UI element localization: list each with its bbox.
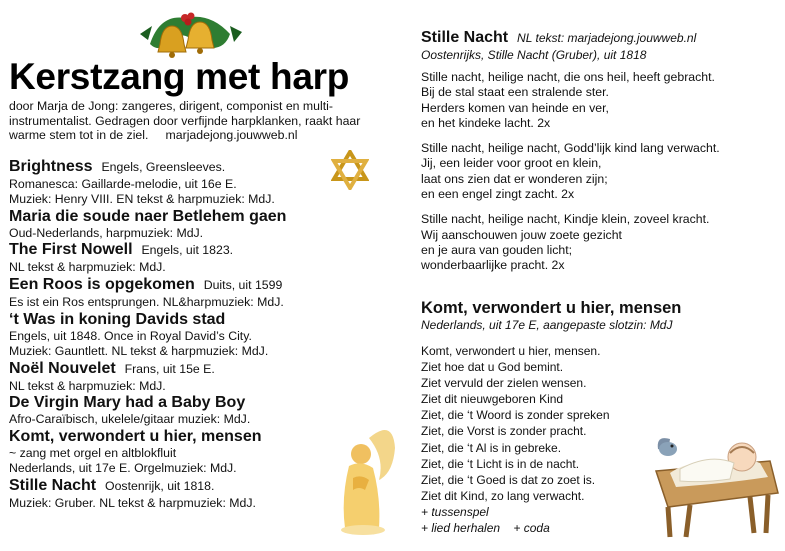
song-origin: Engels, Greensleeves.: [101, 160, 226, 174]
song-item: [9, 310, 339, 359]
komt-section: [421, 299, 781, 536]
song-item: [9, 275, 339, 310]
verse: [421, 141, 781, 202]
song-title: ‘t Was in koning Davids stad: [9, 310, 226, 328]
song-title: Stille Nacht: [9, 476, 97, 494]
song-detail: Es ist ein Ros entsprungen. NL&harpmuziek: MdJ.: [9, 295, 284, 310]
verse: [421, 212, 781, 273]
golden-angel-icon: [335, 418, 397, 536]
song-item: [9, 393, 339, 427]
verse-line: Ziet, die ‘t Licht is in de nacht.: [421, 456, 580, 471]
song-item: [9, 157, 339, 207]
lyrics-subtitle: Nederlands, uit 17e E, aangepaste slotzin: MdJ: [421, 318, 673, 332]
verse-line: Stille nacht, heilige nacht, Godd’lijk kind lang verwacht.: [421, 141, 720, 156]
verse-line: Stille nacht, heilige nacht, die ons heil, heeft gebracht.: [421, 70, 715, 84]
song-detail: Muziek: Gruber. NL tekst & harpmuziek: MdJ.: [9, 495, 256, 510]
verse-line: Ziet, die ‘t Goed is dat zo zoet is.: [421, 472, 596, 487]
verse: [421, 343, 781, 536]
song-origin: Engels, uit 1823.: [141, 243, 234, 258]
verse-line: Ziet, die ‘t Woord is zonder spreken: [421, 408, 610, 423]
website-link[interactable]: marjadejong.jouwweb.nl: [165, 128, 298, 142]
song-detail: Muziek: Gauntlett. NL tekst & harpmuziek: MdJ.: [9, 343, 269, 358]
song-item: [9, 207, 339, 241]
song-item: [9, 427, 339, 476]
intro-text: [9, 99, 385, 143]
verse-line: Ziet, die ‘t Al is in gebreke.: [421, 440, 562, 455]
song-origin: Oostenrijk, uit 1818.: [105, 478, 215, 493]
performance-note: + tussenspel: [421, 504, 489, 519]
lyrics-subtitle: Oostenrijks, Stille Nacht (Gruber), uit 1818: [421, 48, 647, 62]
verse-line: Jij, een leider voor groot en klein,: [421, 156, 602, 171]
verse-line: Ziet hoe dat u God bemint.: [421, 360, 564, 375]
song-title: The First Nowell: [9, 241, 133, 259]
song-detail: ~ zang met orgel en altblokfluit: [9, 446, 177, 461]
page-title: Kerstzang met harp: [9, 56, 350, 97]
song-detail: NL tekst & harpmuziek: MdJ.: [9, 378, 166, 393]
stille-nacht-section: [421, 28, 781, 274]
verse-line: Ziet, die Vorst is zonder pracht.: [421, 424, 587, 439]
song-item: [9, 359, 339, 394]
song-detail: NL tekst & harpmuziek: MdJ.: [9, 260, 166, 275]
verse-line: wonderbaarlijke pracht. 2x: [421, 258, 565, 273]
song-title: Brightness: [9, 158, 93, 175]
verse-line: Ziet vervuld der zielen wensen.: [421, 376, 587, 391]
song-origin: Frans, uit 15e E.: [124, 361, 215, 376]
lyrics-title: Stille Nacht: [421, 29, 509, 46]
song-detail: Nederlands, uit 17e E. Orgelmuziek: MdJ.: [9, 460, 237, 475]
song-title: Komt, verwondert u hier, mensen: [9, 428, 262, 446]
verse-line: en je aura van gouden licht;: [421, 242, 573, 257]
verse-line: Stille nacht, heilige nacht, Kindje klein, zoveel kracht.: [421, 212, 710, 227]
lyrics-title: Komt, verwondert u hier, mensen: [421, 299, 682, 317]
song-title: De Virgin Mary had a Baby Boy: [9, 394, 246, 412]
verse-line: en het kindeke lacht. 2x: [421, 115, 551, 130]
song-detail: Muziek: Henry VIII. EN tekst & harpmuziek: MdJ.: [9, 191, 275, 206]
verse: [421, 70, 781, 131]
verse-line: Ziet dit Kind, zo lang verwacht.: [421, 488, 585, 503]
song-detail: Romanesca: Gaillarde-melodie, uit 16e E.: [9, 177, 237, 191]
verse-line: en een engel zingt zacht. 2x: [421, 187, 575, 202]
performance-note: + lied herhalen + coda: [421, 521, 550, 536]
song-item: [9, 240, 339, 275]
song-detail: Afro-Caraïbisch, ukelele/gitaar muziek: MdJ.: [9, 412, 251, 427]
song-detail: Oud-Nederlands, harpmuziek: MdJ.: [9, 225, 204, 240]
christmas-bells-icon: [130, 4, 250, 62]
verse-line: laat ons zien dat er wonderen zijn;: [421, 171, 608, 186]
verse-line: Komt, verwondert u hier, mensen.: [421, 344, 601, 358]
song-title: Maria die soude naer Betlehem gaen: [9, 207, 287, 225]
intro-description: door Marja de Jong: zangeres, dirigent, componist en multi-instrumentalist. Gedragen door verfijnde harpklanken, raakt haar warme stem tot in de ziel.: [9, 99, 361, 142]
song-origin: Duits, uit 1599: [203, 278, 283, 293]
song-item: [9, 476, 339, 511]
verse-line: Bij de stal staat een stralende ster.: [421, 85, 609, 100]
song-title: Noël Nouvelet: [9, 359, 116, 377]
lyrics-credit: NL tekst: marjadejong.jouwweb.nl: [517, 31, 697, 45]
song-detail: Engels, uit 1848. Once in Royal David’s City.: [9, 328, 252, 343]
verse-line: Ziet dit nieuwgeboren Kind: [421, 392, 564, 407]
verse-line: Wij aanschouwen jouw zoete gezicht: [421, 227, 622, 242]
song-title: Een Roos is opgekomen: [9, 276, 195, 294]
song-list: [9, 157, 339, 511]
verse-line: Herders komen van heinde en ver,: [421, 100, 609, 115]
